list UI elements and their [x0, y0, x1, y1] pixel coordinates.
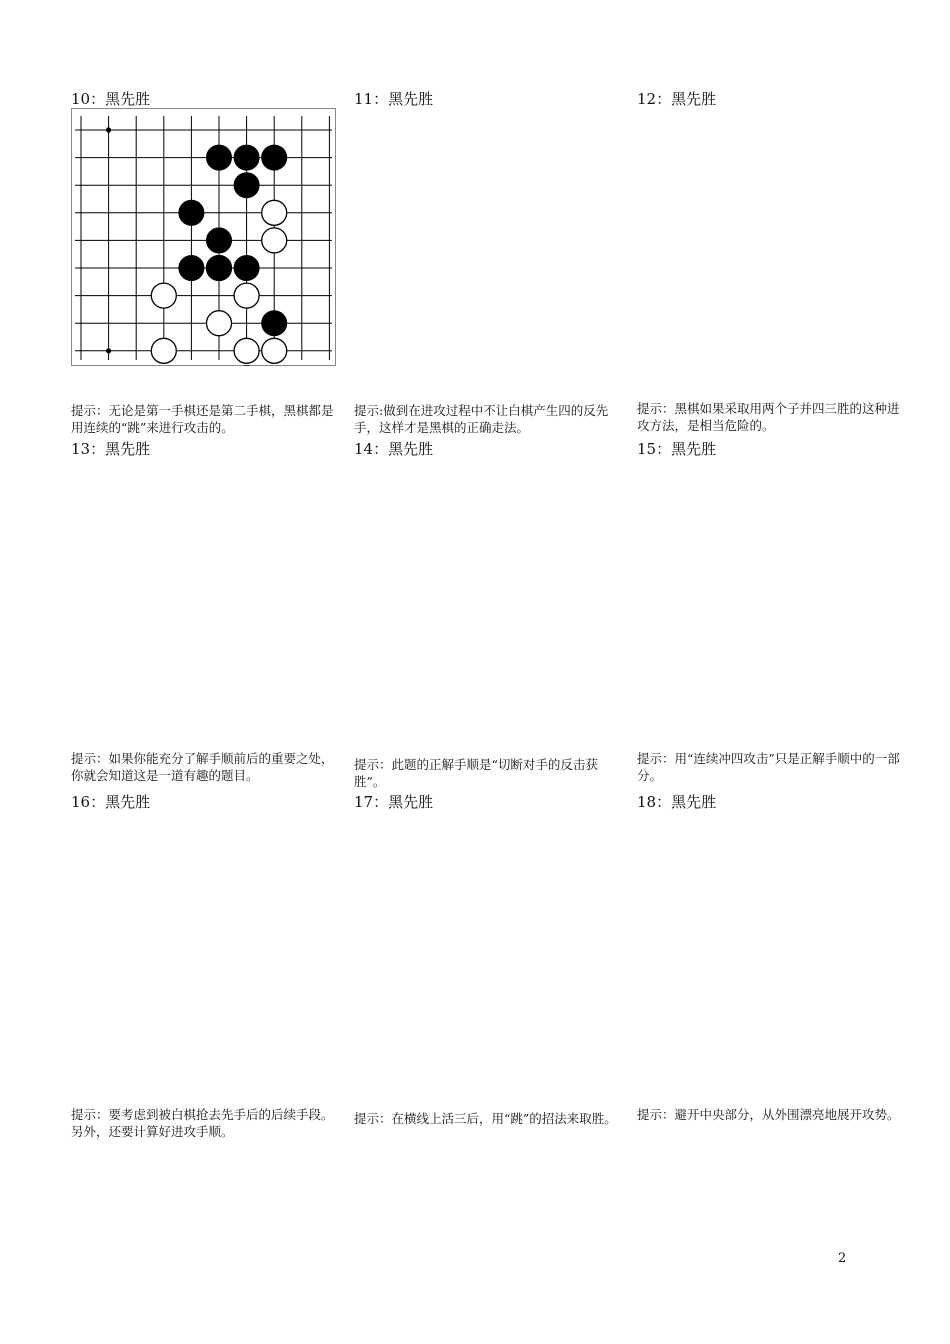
white-stone — [262, 200, 287, 225]
problem-hint: 提示：用“连续冲四攻击”只是正解手顺中的一部分。 — [637, 751, 900, 783]
black-stone — [179, 200, 204, 225]
problem-title: 16：黑先胜 — [71, 793, 151, 811]
page-number: 2 — [838, 1251, 847, 1266]
white-stone — [207, 311, 232, 336]
problem-title: 12：黑先胜 — [637, 90, 717, 108]
white-stone — [234, 283, 259, 308]
problem-hint: 提示：无论是第一手棋还是第二手棋，黑棋都是用连续的“跳”来进行攻击的。 — [71, 403, 334, 435]
star-point — [106, 127, 111, 132]
black-stone — [234, 256, 259, 281]
board-frame — [72, 109, 336, 366]
white-stone — [262, 338, 287, 363]
white-stone — [151, 338, 176, 363]
white-stone — [262, 228, 287, 253]
black-stone — [207, 256, 232, 281]
gomoku-board-10 — [71, 108, 336, 366]
problem-hint: 提示：避开中央部分，从外围漂亮地展开攻势。 — [637, 1107, 900, 1122]
black-stone — [207, 145, 232, 170]
star-point — [106, 348, 111, 353]
problem-title: 15：黑先胜 — [637, 440, 717, 458]
white-stone — [151, 283, 176, 308]
board-diagram — [71, 108, 336, 366]
problem-hint: 提示:做到在进攻过程中不让白棋产生四的反先手，这样才是黑棋的正确走法。 — [354, 403, 609, 435]
problem-title: 11：黑先胜 — [354, 90, 434, 108]
black-stone — [207, 228, 232, 253]
problem-title: 14：黑先胜 — [354, 440, 434, 458]
problem-hint: 提示：在横线上活三后，用“跳”的招法来取胜。 — [354, 1111, 617, 1126]
problem-hint: 提示：如果你能充分了解手顺前后的重要之处，你就会知道这是一道有趣的题目。 — [71, 751, 334, 783]
black-stone — [234, 145, 259, 170]
problem-hint: 提示：此题的正解手顺是“切断对手的反击获胜”。 — [354, 757, 598, 789]
problem-title: 18：黑先胜 — [637, 793, 717, 811]
black-stone — [262, 145, 287, 170]
black-stone — [234, 173, 259, 198]
problem-hint: 提示：要考虑到被白棋抢去先手后的后续手段。另外，还要计算好进攻手顺。 — [71, 1107, 334, 1139]
problem-title: 13：黑先胜 — [71, 440, 151, 458]
black-stone — [179, 256, 204, 281]
problem-title: 10：黑先胜 — [71, 90, 151, 108]
white-stone — [234, 338, 259, 363]
black-stone — [262, 311, 287, 336]
problem-hint: 提示：黑棋如果采取用两个子并四三胜的这种进攻方法，是相当危险的。 — [637, 401, 900, 433]
problem-title: 17：黑先胜 — [354, 793, 434, 811]
